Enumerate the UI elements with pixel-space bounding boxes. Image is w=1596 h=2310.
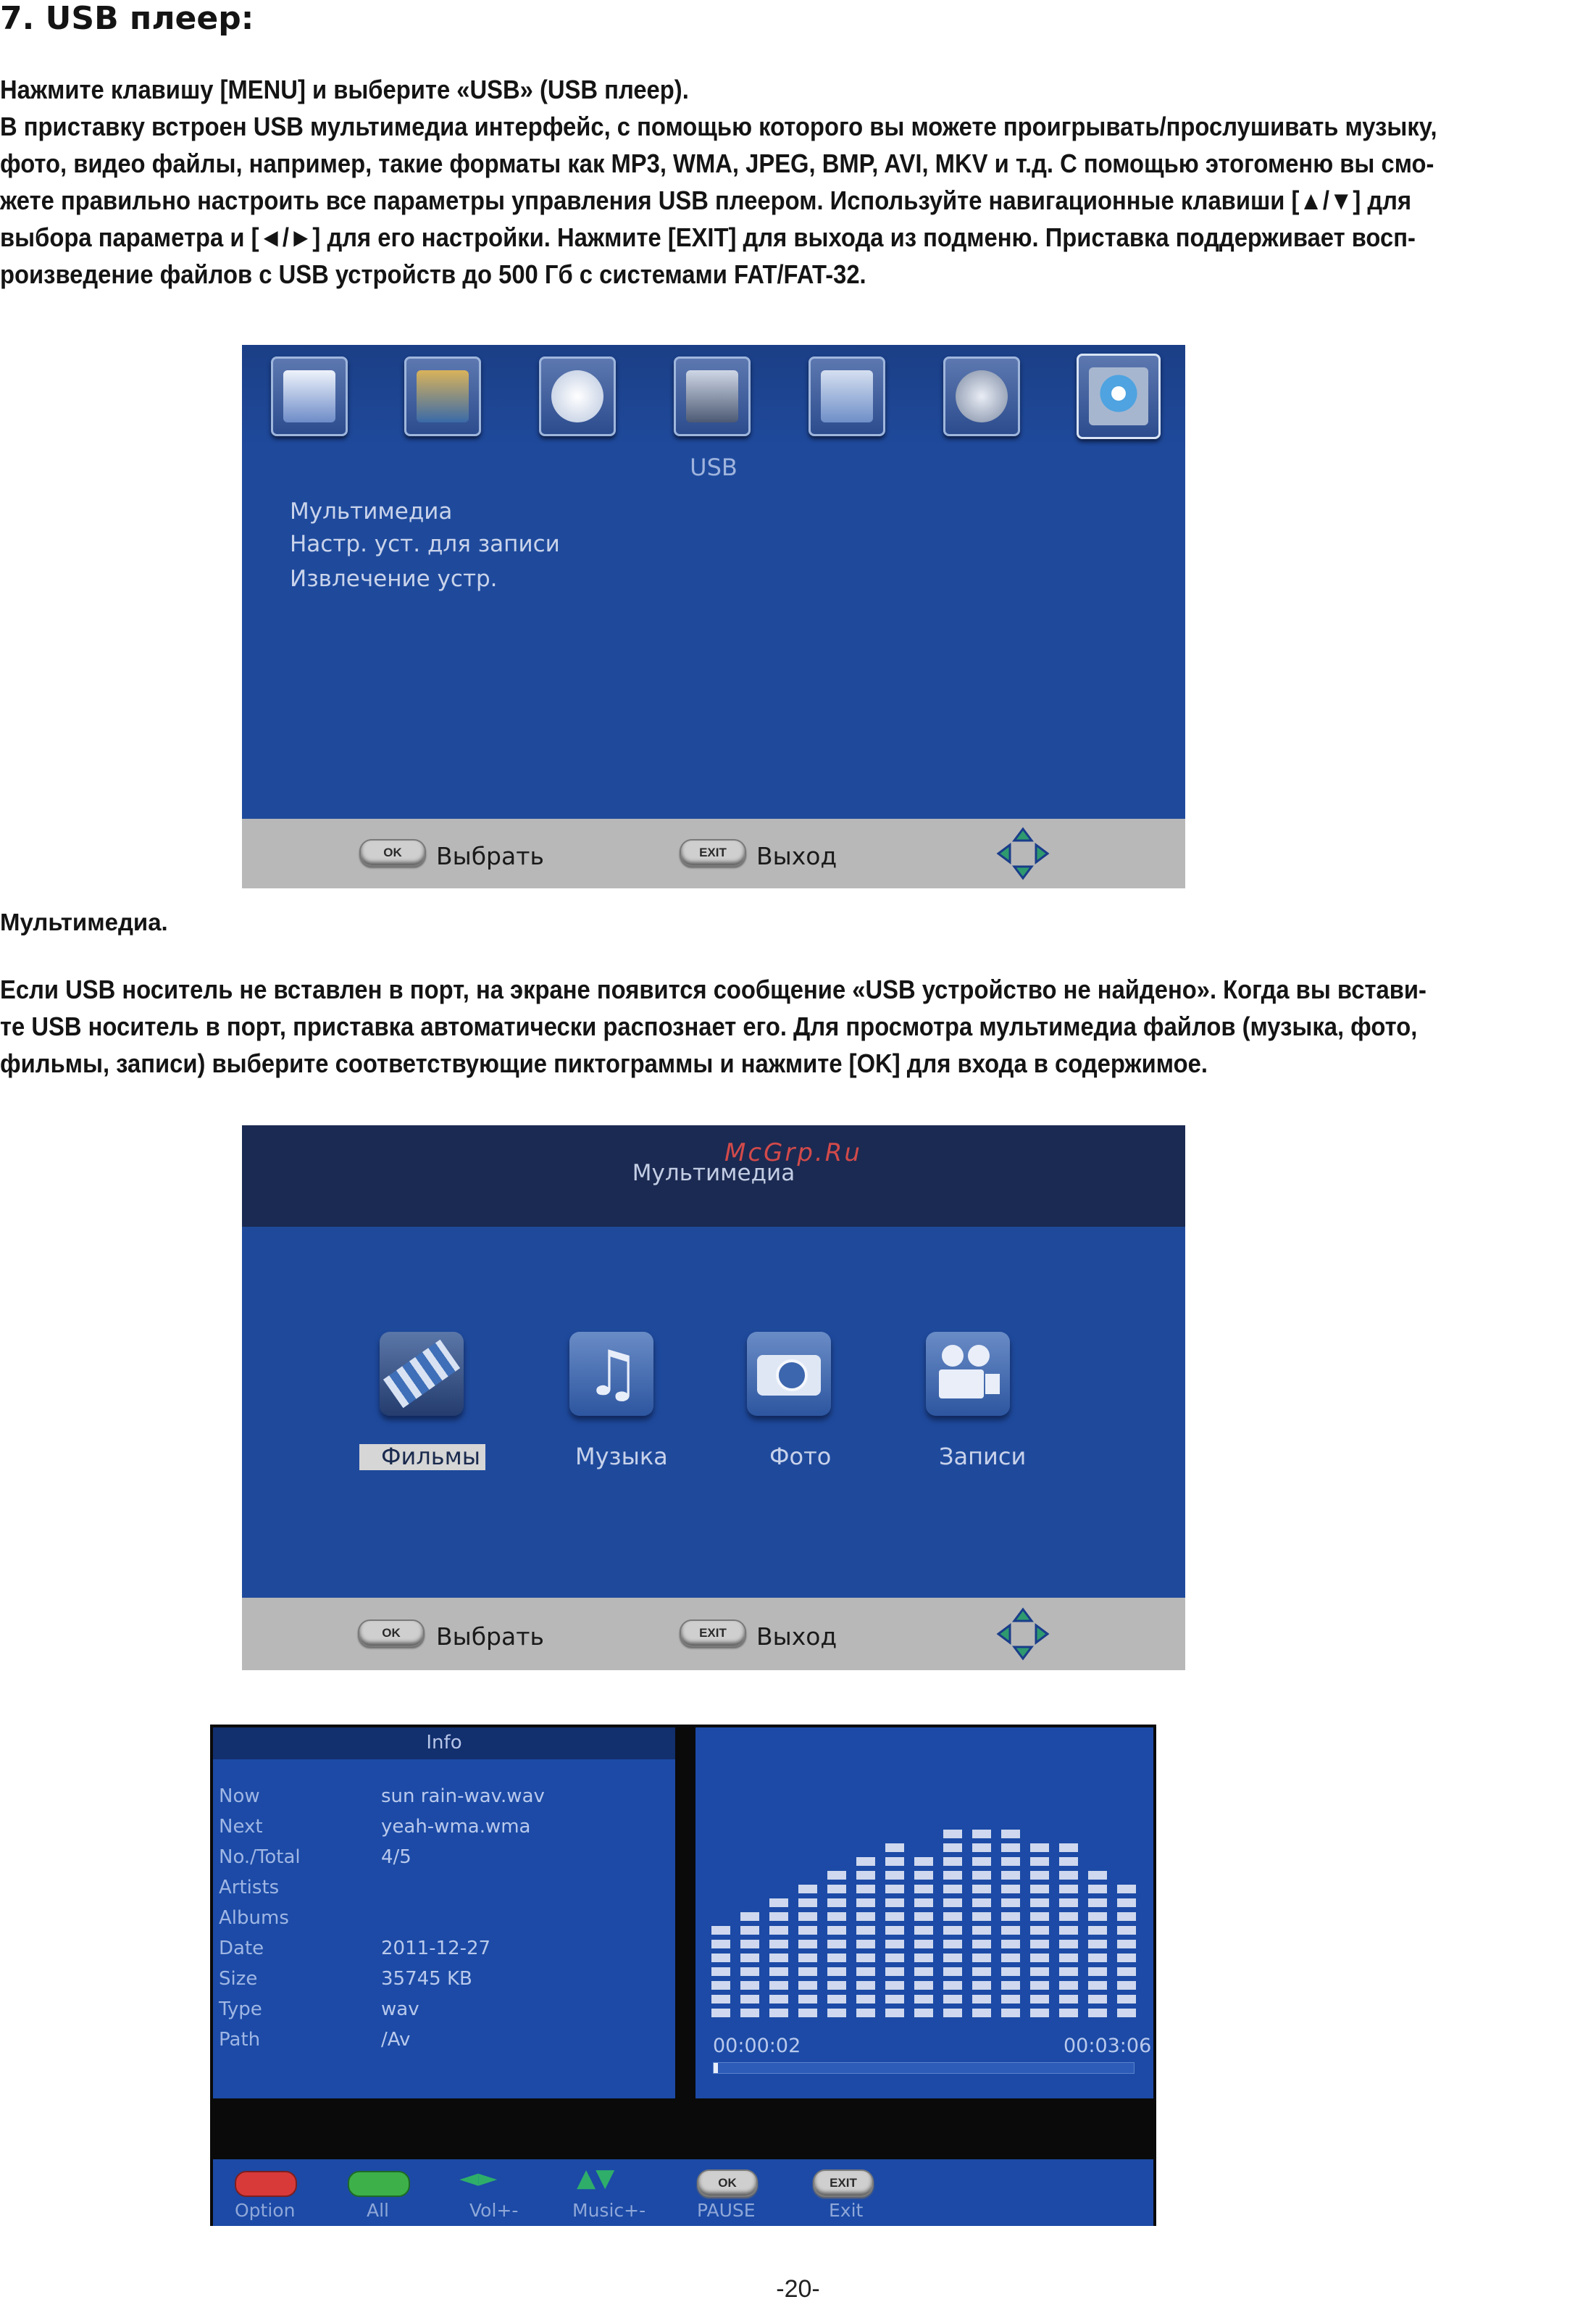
progress-bar[interactable] bbox=[713, 2062, 1135, 2074]
equalizer-segment bbox=[769, 1940, 788, 1948]
exit-hint-label: Выход bbox=[756, 1622, 837, 1651]
equalizer-segment bbox=[1001, 1995, 1020, 2003]
equalizer-segment bbox=[1059, 1843, 1078, 1852]
item-label-photo[interactable]: Фото bbox=[769, 1443, 832, 1470]
equalizer-segment bbox=[1030, 1940, 1049, 1948]
equalizer-segment bbox=[769, 1967, 788, 1976]
equalizer-segment bbox=[827, 1885, 846, 1893]
info-row-label: Path bbox=[219, 2029, 261, 2051]
info-row-label: Now bbox=[219, 1785, 260, 1807]
equalizer-segment bbox=[798, 2009, 817, 2017]
equalizer-segment bbox=[1001, 1871, 1020, 1880]
equalizer-segment bbox=[1030, 1967, 1049, 1976]
equalizer-segment bbox=[1030, 1995, 1049, 2003]
equalizer-segment bbox=[1059, 1857, 1078, 1866]
equalizer-segment bbox=[885, 1898, 904, 1907]
clock-icon[interactable] bbox=[539, 356, 616, 436]
equalizer-segment bbox=[972, 1885, 991, 1893]
equalizer-segment bbox=[1117, 1954, 1136, 1962]
equalizer-segment bbox=[1030, 1885, 1049, 1893]
equalizer-segment bbox=[972, 2009, 991, 2017]
info-row-label: No./Total bbox=[219, 1846, 301, 1868]
equalizer-segment bbox=[1117, 1912, 1136, 1921]
info-row-label: Artists bbox=[219, 1877, 280, 1898]
equalizer-segment bbox=[885, 1857, 904, 1866]
option-label: Option bbox=[235, 2200, 296, 2221]
player-footer bbox=[213, 2159, 1153, 2226]
elapsed-time: 00:00:02 bbox=[713, 2035, 801, 2057]
equalizer-segment bbox=[972, 1898, 991, 1907]
equalizer-segment bbox=[1059, 1981, 1078, 1990]
equalizer-segment bbox=[1117, 1885, 1136, 1893]
equalizer-segment bbox=[1088, 1871, 1107, 1880]
equalizer-segment bbox=[1059, 2009, 1078, 2017]
equalizer-segment bbox=[856, 1954, 875, 1962]
equalizer-segment bbox=[1001, 1912, 1020, 1921]
equalizer-segment bbox=[798, 1912, 817, 1921]
equalizer-segment bbox=[856, 1940, 875, 1948]
info-row-value: wav bbox=[381, 1998, 419, 2020]
equalizer-segment bbox=[972, 1857, 991, 1866]
equalizer-segment bbox=[740, 1981, 759, 1990]
info-row-label: Size bbox=[219, 1968, 258, 1990]
equalizer-segment bbox=[769, 1898, 788, 1907]
exit-key-icon: EXIT bbox=[680, 1619, 746, 1647]
menu-item-multimedia[interactable]: Мультимедиа bbox=[290, 499, 453, 525]
equalizer-segment bbox=[1117, 1995, 1136, 2003]
equalizer-segment bbox=[972, 1843, 991, 1852]
left-right-arrows-icon[interactable]: ◄► bbox=[459, 2164, 498, 2193]
equalizer-segment bbox=[1001, 1857, 1020, 1866]
equalizer-segment bbox=[1030, 1926, 1049, 1935]
exit-key-icon: EXIT bbox=[680, 839, 746, 867]
equalizer-segment bbox=[740, 1940, 759, 1948]
equalizer-segment bbox=[740, 1912, 759, 1921]
equalizer-segment bbox=[856, 1967, 875, 1976]
caption-multimedia: Мультимедиа. bbox=[0, 909, 168, 935]
equalizer-segment bbox=[972, 1830, 991, 1838]
equalizer-segment bbox=[1001, 1940, 1020, 1948]
hint-bar bbox=[242, 1598, 1185, 1670]
ok-key-icon: OK bbox=[358, 1619, 425, 1647]
equalizer-segment bbox=[1117, 1926, 1136, 1935]
equalizer-segment bbox=[972, 1981, 991, 1990]
ok-hint-label: Выбрать bbox=[436, 842, 544, 870]
navigation-arrows-icon bbox=[995, 1606, 1050, 1661]
intro-paragraph bbox=[0, 71, 1595, 293]
equalizer-segment bbox=[943, 1843, 962, 1852]
equalizer-segment bbox=[1059, 1871, 1078, 1880]
equalizer-segment bbox=[1001, 1898, 1020, 1907]
equalizer-segment bbox=[943, 1954, 962, 1962]
equalizer-segment bbox=[914, 1954, 933, 1962]
info-row-label: Next bbox=[219, 1816, 263, 1838]
film-icon[interactable] bbox=[380, 1332, 464, 1416]
equalizer-segment bbox=[827, 1954, 846, 1962]
equalizer-segment bbox=[856, 1981, 875, 1990]
equalizer-segment bbox=[798, 1967, 817, 1976]
info-row-value: 35745 KB bbox=[381, 1968, 472, 1990]
equalizer-segment bbox=[740, 1926, 759, 1935]
equalizer-segment bbox=[1088, 1898, 1107, 1907]
equalizer-segment bbox=[885, 1967, 904, 1976]
equalizer-segment bbox=[740, 1954, 759, 1962]
equalizer-segment bbox=[885, 1871, 904, 1880]
ok-hint-label: Выбрать bbox=[436, 1622, 544, 1651]
info-row-label: Date bbox=[219, 1938, 264, 1959]
equalizer-segment bbox=[711, 1954, 730, 1962]
equalizer-segment bbox=[1088, 1926, 1107, 1935]
equalizer-segment bbox=[972, 1912, 991, 1921]
equalizer-segment bbox=[943, 1830, 962, 1838]
equalizer-segment bbox=[798, 1898, 817, 1907]
equalizer-segment bbox=[885, 1926, 904, 1935]
intro-line: роизведение файлов с USB устройств до 500 Гб с системами FAT/FAT-32. bbox=[0, 259, 866, 289]
equalizer-segment bbox=[1030, 1912, 1049, 1921]
equalizer-segment bbox=[856, 1871, 875, 1880]
multimedia-paragraph bbox=[0, 971, 1595, 1082]
equalizer-segment bbox=[943, 1912, 962, 1921]
equalizer-segment bbox=[914, 1967, 933, 1976]
equalizer-segment bbox=[827, 1912, 846, 1921]
intro-line: В приставку встроен USB мультимедиа интерфейс, с помощью которого вы можете проигрывать/прослушивать музыку, bbox=[0, 112, 1437, 141]
equalizer-segment bbox=[1001, 1830, 1020, 1838]
equalizer-segment bbox=[711, 1967, 730, 1976]
settings-icon[interactable] bbox=[943, 356, 1020, 436]
intro-line: Нажмите клавишу [MENU] и выберите «USB» (USB плеер). bbox=[0, 75, 689, 104]
exit-label: Exit bbox=[829, 2200, 864, 2221]
equalizer-segment bbox=[1059, 1885, 1078, 1893]
multimedia-line: фильмы, записи) выберите соответствующие пиктограммы и нажмите [OK] для входа в содержимое. bbox=[0, 1048, 1208, 1078]
total-time: 00:03:06 bbox=[1064, 2035, 1152, 2057]
equalizer-segment bbox=[1059, 1926, 1078, 1935]
equalizer-segment bbox=[1030, 1843, 1049, 1852]
multimedia-line: те USB носитель в порт, приставка автоматически распознает его. Для просмотра мультимедиа файлов (музыка, фото, bbox=[0, 1012, 1418, 1041]
equalizer-segment bbox=[1088, 1981, 1107, 1990]
multimedia-title: Мультимедиа bbox=[632, 1160, 795, 1186]
equalizer-segment bbox=[1088, 2009, 1107, 2017]
equalizer-segment bbox=[827, 1898, 846, 1907]
equalizer-segment bbox=[769, 2009, 788, 2017]
equalizer-segment bbox=[1059, 1898, 1078, 1907]
equalizer-segment bbox=[943, 1995, 962, 2003]
equalizer-segment bbox=[798, 1926, 817, 1935]
red-key-icon[interactable] bbox=[235, 2171, 297, 2197]
usb-icon[interactable] bbox=[1077, 354, 1161, 439]
equalizer-segment bbox=[972, 1967, 991, 1976]
intro-line: фото, видео файлы, например, такие форматы как MP3, WMA, JPEG, BMP, AVI, MKV и т.д. С помощью этогоменю вы смо- bbox=[0, 149, 1434, 178]
visualizer-panel bbox=[695, 1727, 1153, 2098]
equalizer-segment bbox=[1001, 1885, 1020, 1893]
equalizer-segment bbox=[769, 1995, 788, 2003]
exit-key-icon[interactable]: EXIT bbox=[813, 2169, 874, 2197]
equalizer-segment bbox=[885, 1912, 904, 1921]
info-row-label: Type bbox=[219, 1998, 262, 2020]
equalizer-segment bbox=[769, 1954, 788, 1962]
equalizer-segment bbox=[885, 1954, 904, 1962]
equalizer-segment bbox=[711, 1926, 730, 1935]
equalizer-segment bbox=[1059, 1940, 1078, 1948]
equalizer-segment bbox=[856, 2009, 875, 2017]
equalizer-segment bbox=[1030, 1857, 1049, 1866]
equalizer-segment bbox=[740, 2009, 759, 2017]
equalizer-segment bbox=[798, 1885, 817, 1893]
hint-bar bbox=[242, 819, 1185, 888]
info-row-value: 2011-12-27 bbox=[381, 1938, 491, 1959]
equalizer-segment bbox=[1059, 1954, 1078, 1962]
equalizer-segment bbox=[914, 1940, 933, 1948]
equalizer-segment bbox=[885, 1843, 904, 1852]
section-heading: 7. USB плеер: bbox=[0, 0, 254, 37]
equalizer-segment bbox=[943, 1981, 962, 1990]
equalizer-segment bbox=[798, 1981, 817, 1990]
equalizer-segment bbox=[914, 1926, 933, 1935]
equalizer-segment bbox=[1001, 2009, 1020, 2017]
equalizer-segment bbox=[972, 1995, 991, 2003]
equalizer-segment bbox=[885, 2009, 904, 2017]
equalizer-segment bbox=[1088, 1912, 1107, 1921]
equalizer-segment bbox=[769, 1912, 788, 1921]
equalizer-segment bbox=[1088, 1954, 1107, 1962]
equalizer-segment bbox=[711, 1981, 730, 1990]
progress-fill bbox=[714, 2063, 718, 2073]
exit-hint-label: Выход bbox=[756, 842, 837, 870]
equalizer-segment bbox=[914, 1857, 933, 1866]
equalizer-segment bbox=[740, 1967, 759, 1976]
equalizer-segment bbox=[856, 1857, 875, 1866]
equalizer-segment bbox=[1088, 1967, 1107, 1976]
equalizer-segment bbox=[972, 1871, 991, 1880]
equalizer-segment bbox=[914, 1898, 933, 1907]
info-row-value: /Av bbox=[381, 2029, 411, 2051]
ok-key-icon: OK bbox=[359, 839, 426, 867]
player-screen bbox=[210, 1725, 1156, 2226]
equalizer-segment bbox=[1059, 1967, 1078, 1976]
equalizer-segment bbox=[943, 1898, 962, 1907]
equalizer-segment bbox=[1088, 1995, 1107, 2003]
equalizer-segment bbox=[827, 1871, 846, 1880]
info-title: Info bbox=[426, 1732, 462, 1754]
watermark: McGrp.Ru bbox=[724, 1138, 862, 1167]
equalizer-segment bbox=[827, 1981, 846, 1990]
multimedia-line: Если USB носитель не вставлен в порт, на экране появится сообщение «USB устройство не найдено». Когда вы встави- bbox=[0, 975, 1426, 1004]
equalizer-segment bbox=[1001, 1981, 1020, 1990]
equalizer-segment bbox=[1001, 1967, 1020, 1976]
tv-channels-icon[interactable] bbox=[271, 356, 348, 436]
equalizer-segment bbox=[856, 1926, 875, 1935]
item-label-music[interactable]: Музыка bbox=[575, 1443, 668, 1470]
equalizer-segment bbox=[711, 2009, 730, 2017]
tv-icon[interactable] bbox=[674, 356, 751, 436]
equalizer-segment bbox=[798, 1995, 817, 2003]
equalizer-segment bbox=[1001, 1954, 1020, 1962]
equalizer-segment bbox=[856, 1885, 875, 1893]
equalizer-segment bbox=[1001, 1843, 1020, 1852]
menu-item-eject[interactable]: Извлечение устр. bbox=[290, 566, 498, 592]
info-row-value: 4/5 bbox=[381, 1846, 411, 1868]
intro-line: выбора параметра и [◄/►] для его настройки. Нажмите [EXIT] для выхода из подменю. Приставка поддерживает восп- bbox=[0, 222, 1416, 252]
equalizer-segment bbox=[943, 1885, 962, 1893]
equalizer-segment bbox=[856, 1912, 875, 1921]
info-row-label: Albums bbox=[219, 1907, 289, 1929]
equalizer-segment bbox=[740, 1995, 759, 2003]
equalizer-segment bbox=[972, 1954, 991, 1962]
equalizer-segment bbox=[1117, 1967, 1136, 1976]
equalizer-segment bbox=[827, 1926, 846, 1935]
picture-icon[interactable] bbox=[404, 356, 481, 436]
equalizer-segment bbox=[856, 1898, 875, 1907]
equalizer-segment bbox=[1001, 1926, 1020, 1935]
intro-line: жете правильно настроить все параметры управления USB плеером. Используйте навигационные клавиши [▲/▼] для bbox=[0, 185, 1412, 215]
equalizer-segment bbox=[1030, 1954, 1049, 1962]
equalizer-segment bbox=[798, 1954, 817, 1962]
equalizer-segment bbox=[769, 1981, 788, 1990]
info-row-value: yeah-wma.wma bbox=[381, 1816, 531, 1838]
equalizer-segment bbox=[769, 1926, 788, 1935]
equalizer-segment bbox=[972, 1926, 991, 1935]
music-note-icon[interactable]: ♫ bbox=[569, 1332, 653, 1416]
equalizer-segment bbox=[914, 1995, 933, 2003]
equalizer-segment bbox=[914, 2009, 933, 2017]
item-label-films[interactable]: Фильмы bbox=[381, 1443, 481, 1470]
volume-label: Vol+- bbox=[469, 2200, 519, 2221]
page-number: -20- bbox=[776, 2275, 820, 2303]
video-camera-icon[interactable] bbox=[926, 1332, 1010, 1416]
equalizer-segment bbox=[1117, 1898, 1136, 1907]
equalizer-segment bbox=[856, 1995, 875, 2003]
item-label-records[interactable]: Записи bbox=[939, 1443, 1027, 1470]
equalizer-segment bbox=[885, 1885, 904, 1893]
menu-title: USB bbox=[690, 454, 738, 481]
menu-item-record-settings[interactable]: Настр. уст. для записи bbox=[290, 531, 560, 557]
equalizer-segment bbox=[1088, 1940, 1107, 1948]
equalizer-segment bbox=[943, 1926, 962, 1935]
equalizer-segment bbox=[1059, 1912, 1078, 1921]
equalizer-segment bbox=[827, 1940, 846, 1948]
equalizer-segment bbox=[1117, 2009, 1136, 2017]
language-icon[interactable] bbox=[809, 356, 885, 436]
equalizer-segment bbox=[711, 1995, 730, 2003]
equalizer-segment bbox=[885, 1995, 904, 2003]
info-row-value: sun rain-wav.wav bbox=[381, 1785, 545, 1807]
equalizer-segment bbox=[1059, 1995, 1078, 2003]
up-down-arrows-icon[interactable]: ▲▼ bbox=[577, 2164, 615, 2193]
ok-key-icon[interactable]: OK bbox=[697, 2169, 758, 2197]
camera-icon[interactable] bbox=[747, 1332, 831, 1416]
equalizer-segment bbox=[914, 1981, 933, 1990]
usb-menu-screen bbox=[242, 345, 1185, 888]
equalizer-segment bbox=[885, 1940, 904, 1948]
navigation-arrows-icon bbox=[995, 826, 1050, 881]
equalizer-segment bbox=[943, 1871, 962, 1880]
multimedia-screen bbox=[242, 1125, 1185, 1670]
equalizer-segment bbox=[1088, 1885, 1107, 1893]
equalizer-segment bbox=[885, 1981, 904, 1990]
pause-label: PAUSE bbox=[697, 2200, 756, 2221]
equalizer-segment bbox=[798, 1940, 817, 1948]
equalizer-segment bbox=[827, 2009, 846, 2017]
all-label: All bbox=[367, 2200, 389, 2221]
green-key-icon[interactable] bbox=[348, 2171, 410, 2197]
equalizer-segment bbox=[972, 1940, 991, 1948]
equalizer-segment bbox=[1030, 1898, 1049, 1907]
equalizer-segment bbox=[711, 1940, 730, 1948]
equalizer-segment bbox=[1117, 1981, 1136, 1990]
equalizer-segment bbox=[914, 1885, 933, 1893]
equalizer-segment bbox=[943, 2009, 962, 2017]
info-panel bbox=[213, 1727, 675, 2098]
equalizer-segment bbox=[943, 1967, 962, 1976]
equalizer-segment bbox=[827, 1967, 846, 1976]
equalizer-segment bbox=[914, 1871, 933, 1880]
equalizer-segment bbox=[1030, 2009, 1049, 2017]
equalizer-segment bbox=[827, 1995, 846, 2003]
equalizer-segment bbox=[943, 1857, 962, 1866]
equalizer-segment bbox=[914, 1912, 933, 1921]
equalizer-segment bbox=[1030, 1981, 1049, 1990]
equalizer-segment bbox=[1117, 1940, 1136, 1948]
music-label: Music+- bbox=[572, 2200, 646, 2221]
equalizer-segment bbox=[943, 1940, 962, 1948]
equalizer-segment bbox=[1030, 1871, 1049, 1880]
